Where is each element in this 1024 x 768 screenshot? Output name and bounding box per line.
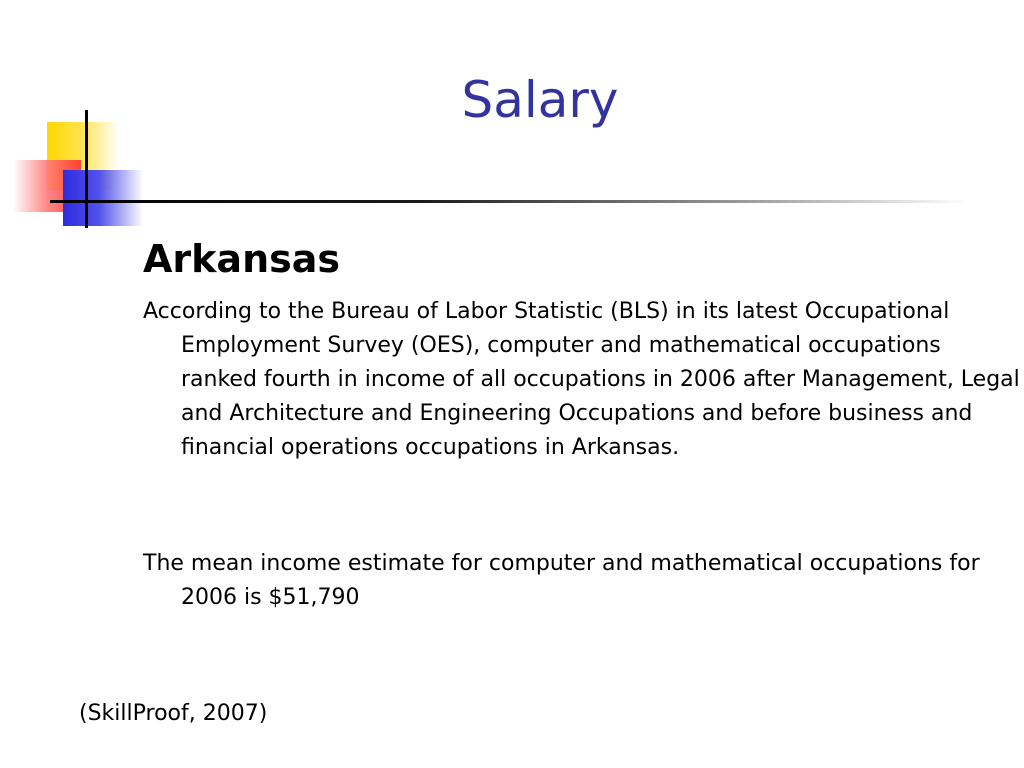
body-paragraph-bls: According to the Bureau of Labor Statistic (BLS) in its latest Occupational Employment Survey (OES), computer and mathematical occupations ranked fourth in income of all occupations in 2006 after Management, Legal and Architecture and Engineering Occupations and before business and financial operations occupations in Arkansas.	[143, 299, 1020, 460]
slide-logo-decoration	[0, 0, 160, 240]
citation: (SkillProof, 2007)	[79, 701, 268, 726]
blue-square-decoration	[63, 170, 143, 226]
title-divider	[50, 200, 970, 203]
body-paragraph-mean-income: The mean income estimate for computer and mathematical occupations for 2006 is $51,790	[143, 551, 980, 610]
section-heading: Arkansas	[143, 237, 340, 281]
slide-title: Salary	[461, 71, 619, 129]
vertical-rule	[85, 110, 88, 228]
